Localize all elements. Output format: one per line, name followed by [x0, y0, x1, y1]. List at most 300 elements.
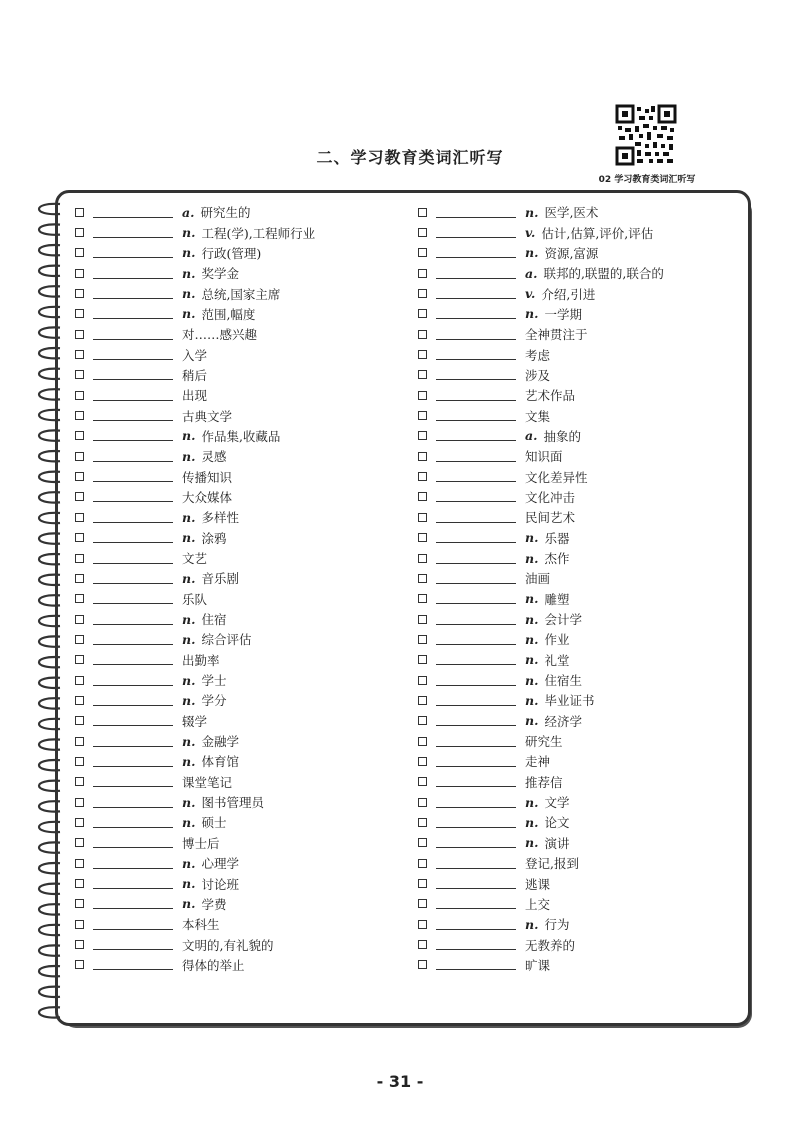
answer-blank[interactable] [436, 695, 516, 706]
definition-text: 走神 [525, 754, 551, 770]
answer-blank[interactable] [93, 227, 173, 238]
answer-blank[interactable] [93, 532, 173, 543]
answer-blank[interactable] [436, 634, 516, 645]
definition-text: 对……感兴趣 [182, 327, 258, 343]
answer-blank[interactable] [436, 878, 516, 889]
answer-blank[interactable] [93, 959, 173, 970]
list-item [418, 670, 748, 690]
list-item [418, 507, 748, 527]
checkbox-icon[interactable] [418, 370, 427, 379]
answer-blank[interactable] [93, 675, 173, 686]
part-of-speech: n. [525, 591, 539, 607]
checkbox-icon[interactable] [418, 676, 427, 685]
list-item [418, 304, 748, 324]
list-item [75, 894, 405, 914]
list-item [75, 385, 405, 405]
definition-text: 文化差异性 [525, 469, 588, 485]
list-item [418, 568, 748, 588]
answer-blank[interactable] [93, 756, 173, 767]
definition-text: 考虑 [525, 347, 551, 363]
part-of-speech: n. [525, 814, 539, 830]
checkbox-icon[interactable] [418, 248, 427, 257]
list-item [75, 772, 405, 792]
list-item [75, 711, 405, 731]
definition-text: 奖学金 [201, 266, 239, 282]
answer-blank[interactable] [436, 959, 516, 970]
checkbox-icon[interactable] [75, 411, 84, 420]
checkbox-icon[interactable] [75, 676, 84, 685]
list-item [75, 934, 405, 954]
spiral-ring [39, 842, 60, 852]
checkbox-icon[interactable] [418, 859, 427, 868]
spiral-ring [39, 533, 60, 543]
checkbox-icon[interactable] [75, 777, 84, 786]
answer-blank[interactable] [93, 430, 173, 441]
answer-blank[interactable] [436, 227, 516, 238]
answer-blank[interactable] [436, 939, 516, 950]
checkbox-icon[interactable] [75, 554, 84, 563]
answer-blank[interactable] [93, 207, 173, 218]
definition-text: 杰作 [544, 551, 570, 567]
part-of-speech: n. [182, 814, 196, 830]
answer-blank[interactable] [436, 207, 516, 218]
part-of-speech: n. [182, 225, 196, 241]
spiral-ring [39, 224, 60, 234]
list-item [75, 365, 405, 385]
answer-blank[interactable] [93, 369, 173, 380]
part-of-speech: v. [525, 286, 536, 302]
answer-blank[interactable] [93, 654, 173, 665]
answer-blank[interactable] [93, 329, 173, 340]
list-item [75, 263, 405, 283]
part-of-speech: n. [525, 530, 539, 546]
checkbox-icon[interactable] [418, 513, 427, 522]
list-item [75, 548, 405, 568]
list-item [75, 304, 405, 324]
answer-blank[interactable] [93, 695, 173, 706]
answer-blank[interactable] [93, 898, 173, 909]
answer-blank[interactable] [436, 369, 516, 380]
answer-blank[interactable] [93, 247, 173, 258]
checkbox-icon[interactable] [75, 472, 84, 481]
part-of-speech: n. [182, 855, 196, 871]
checkbox-icon[interactable] [75, 228, 84, 237]
answer-blank[interactable] [93, 471, 173, 482]
answer-blank[interactable] [436, 736, 516, 747]
answer-blank[interactable] [436, 756, 516, 767]
answer-blank[interactable] [436, 268, 516, 279]
part-of-speech: n. [182, 428, 196, 444]
checkbox-icon[interactable] [75, 960, 84, 969]
spiral-ring [39, 698, 60, 708]
answer-blank[interactable] [93, 858, 173, 869]
answer-blank[interactable] [93, 451, 173, 462]
list-item [75, 487, 405, 507]
qr-code [615, 104, 677, 166]
answer-blank[interactable] [93, 390, 173, 401]
definition-text: 文化冲击 [525, 489, 576, 505]
list-item [75, 466, 405, 486]
checkbox-icon[interactable] [418, 899, 427, 908]
answer-blank[interactable] [93, 491, 173, 502]
checkbox-icon[interactable] [418, 391, 427, 400]
definition-text: 登记,报到 [525, 856, 579, 872]
spiral-ring [39, 925, 60, 935]
answer-blank[interactable] [436, 512, 516, 523]
checkbox-icon[interactable] [75, 574, 84, 583]
definition-text: 本科生 [182, 917, 220, 933]
definition-text: 推荐信 [525, 774, 563, 790]
definition-text: 作品集,收藏品 [201, 428, 281, 444]
spiral-ring [39, 369, 60, 379]
part-of-speech: n. [182, 794, 196, 810]
answer-blank[interactable] [436, 919, 516, 930]
definition-text: 文集 [525, 408, 551, 424]
list-item [75, 792, 405, 812]
part-of-speech: n. [525, 794, 539, 810]
checkbox-icon[interactable] [418, 228, 427, 237]
checkbox-icon[interactable] [75, 513, 84, 522]
checkbox-icon[interactable] [75, 920, 84, 929]
checkbox-icon[interactable] [418, 615, 427, 624]
checkbox-icon[interactable] [75, 879, 84, 888]
definition-text: 论文 [544, 815, 570, 831]
list-item [75, 853, 405, 873]
answer-blank[interactable] [436, 390, 516, 401]
checkbox-icon[interactable] [75, 330, 84, 339]
list-item [418, 263, 748, 283]
answer-blank[interactable] [93, 614, 173, 625]
spiral-ring [39, 884, 60, 894]
definition-text: 范围,幅度 [201, 306, 256, 322]
spiral-ring [39, 492, 60, 502]
answer-blank[interactable] [93, 634, 173, 645]
list-item [418, 894, 748, 914]
list-item [75, 283, 405, 303]
checkbox-icon[interactable] [75, 431, 84, 440]
part-of-speech: a. [525, 428, 538, 444]
part-of-speech: v. [525, 225, 536, 241]
checkbox-icon[interactable] [418, 533, 427, 542]
spiral-ring [39, 286, 60, 296]
part-of-speech: n. [525, 550, 539, 566]
definition-text: 逃课 [525, 876, 551, 892]
definition-text: 民间艺术 [525, 510, 576, 526]
part-of-speech: n. [182, 306, 196, 322]
answer-blank[interactable] [436, 532, 516, 543]
right-word-column [418, 202, 748, 975]
list-item [418, 609, 748, 629]
answer-blank[interactable] [93, 919, 173, 930]
page-number: - 31 - [376, 1072, 424, 1091]
definition-text: 总统,国家主席 [201, 286, 281, 302]
checkbox-icon[interactable] [75, 635, 84, 644]
checkbox-icon[interactable] [75, 818, 84, 827]
answer-blank[interactable] [93, 715, 173, 726]
answer-blank[interactable] [93, 512, 173, 523]
answer-blank[interactable] [436, 471, 516, 482]
list-item [418, 283, 748, 303]
part-of-speech: n. [182, 509, 196, 525]
definition-text: 传播知识 [182, 469, 233, 485]
answer-blank[interactable] [93, 308, 173, 319]
list-item [75, 243, 405, 263]
checkbox-icon[interactable] [75, 594, 84, 603]
checkbox-icon[interactable] [75, 899, 84, 908]
spiral-ring [39, 348, 60, 358]
spiral-ring [39, 739, 60, 749]
checkbox-icon[interactable] [418, 798, 427, 807]
checkbox-icon[interactable] [418, 289, 427, 298]
list-item [75, 873, 405, 893]
part-of-speech: n. [525, 672, 539, 688]
list-item [418, 222, 748, 242]
list-item [75, 568, 405, 588]
definition-text: 介绍,引进 [541, 286, 596, 302]
definition-text: 礼堂 [544, 652, 570, 668]
answer-blank[interactable] [436, 675, 516, 686]
answer-blank[interactable] [436, 430, 516, 441]
answer-blank[interactable] [93, 288, 173, 299]
definition-text: 工程(学),工程师行业 [201, 225, 316, 241]
answer-blank[interactable] [436, 776, 516, 787]
list-item [418, 873, 748, 893]
definition-text: 旷课 [525, 957, 551, 973]
answer-blank[interactable] [93, 736, 173, 747]
answer-blank[interactable] [93, 797, 173, 808]
definition-text: 金融学 [201, 734, 239, 750]
part-of-speech: n. [525, 835, 539, 851]
checkbox-icon[interactable] [418, 920, 427, 929]
definition-text: 涉及 [525, 367, 551, 383]
part-of-speech: a. [525, 265, 538, 281]
part-of-speech: n. [525, 692, 539, 708]
answer-blank[interactable] [436, 614, 516, 625]
checkbox-icon[interactable] [75, 269, 84, 278]
definition-text: 毕业证书 [544, 693, 595, 709]
checkbox-icon[interactable] [75, 757, 84, 766]
checkbox-icon[interactable] [418, 716, 427, 725]
answer-blank[interactable] [436, 573, 516, 584]
checkbox-icon[interactable] [418, 309, 427, 318]
checkbox-icon[interactable] [418, 411, 427, 420]
list-item [418, 365, 748, 385]
definition-text: 联邦的,联盟的,联合的 [543, 266, 664, 282]
answer-blank[interactable] [93, 878, 173, 889]
definition-text: 医学,医术 [544, 205, 599, 221]
checkbox-icon[interactable] [418, 655, 427, 664]
definition-text: 乐器 [544, 530, 570, 546]
checkbox-icon[interactable] [75, 859, 84, 868]
answer-blank[interactable] [93, 410, 173, 421]
checkbox-icon[interactable] [75, 370, 84, 379]
list-item [75, 731, 405, 751]
part-of-speech: n. [182, 286, 196, 302]
list-item [75, 324, 405, 344]
checkbox-icon[interactable] [418, 554, 427, 563]
checkbox-icon[interactable] [75, 940, 84, 949]
answer-blank[interactable] [436, 349, 516, 360]
checkbox-icon[interactable] [418, 940, 427, 949]
answer-blank[interactable] [436, 715, 516, 726]
answer-blank[interactable] [436, 858, 516, 869]
checkbox-icon[interactable] [75, 492, 84, 501]
checkbox-icon[interactable] [75, 696, 84, 705]
definition-text: 无教养的 [525, 937, 576, 953]
part-of-speech: n. [182, 448, 196, 464]
checkbox-icon[interactable] [418, 431, 427, 440]
answer-blank[interactable] [436, 797, 516, 808]
checkbox-icon[interactable] [75, 838, 84, 847]
checkbox-icon[interactable] [418, 492, 427, 501]
checkbox-icon[interactable] [75, 391, 84, 400]
spiral-ring [39, 307, 60, 317]
part-of-speech: n. [182, 876, 196, 892]
definition-text: 学分 [201, 693, 227, 709]
checkbox-icon[interactable] [418, 696, 427, 705]
definition-text: 稍后 [182, 367, 208, 383]
definition-text: 图书管理员 [201, 795, 264, 811]
part-of-speech: n. [525, 652, 539, 668]
answer-blank[interactable] [93, 349, 173, 360]
spiral-ring [39, 863, 60, 873]
checkbox-icon[interactable] [418, 879, 427, 888]
checkbox-icon[interactable] [418, 594, 427, 603]
answer-blank[interactable] [436, 817, 516, 828]
list-item [418, 629, 748, 649]
definition-text: 住宿生 [544, 673, 582, 689]
list-item [418, 385, 748, 405]
checkbox-icon[interactable] [75, 248, 84, 257]
list-item [418, 792, 748, 812]
checkbox-icon[interactable] [418, 208, 427, 217]
list-item [418, 650, 748, 670]
answer-blank[interactable] [93, 939, 173, 950]
checkbox-icon[interactable] [75, 208, 84, 217]
list-item [418, 466, 748, 486]
answer-blank[interactable] [93, 268, 173, 279]
checkbox-icon[interactable] [418, 635, 427, 644]
list-item [75, 222, 405, 242]
list-item [418, 548, 748, 568]
answer-blank[interactable] [436, 247, 516, 258]
part-of-speech: n. [525, 204, 539, 220]
list-item [75, 426, 405, 446]
part-of-speech: a. [182, 204, 195, 220]
checkbox-icon[interactable] [75, 452, 84, 461]
answer-blank[interactable] [436, 553, 516, 564]
definition-text: 估计,估算,评价,评估 [541, 225, 654, 241]
answer-blank[interactable] [93, 573, 173, 584]
list-item [75, 507, 405, 527]
answer-blank[interactable] [93, 837, 173, 848]
answer-blank[interactable] [436, 491, 516, 502]
spiral-ring [39, 987, 60, 997]
list-item [75, 405, 405, 425]
checkbox-icon[interactable] [75, 533, 84, 542]
checkbox-icon[interactable] [418, 838, 427, 847]
checkbox-icon[interactable] [75, 615, 84, 624]
definition-text: 文学 [544, 795, 570, 811]
definition-text: 出现 [182, 388, 208, 404]
checkbox-icon[interactable] [75, 350, 84, 359]
definition-text: 文艺 [182, 551, 208, 567]
spiral-ring [39, 451, 60, 461]
spiral-ring [39, 513, 60, 523]
checkbox-icon[interactable] [418, 452, 427, 461]
checkbox-icon[interactable] [418, 269, 427, 278]
checkbox-icon[interactable] [418, 960, 427, 969]
definition-text: 一学期 [544, 306, 582, 322]
spiral-ring [39, 204, 60, 214]
definition-text: 体育馆 [201, 754, 239, 770]
spiral-ring [39, 575, 60, 585]
checkbox-icon[interactable] [75, 737, 84, 746]
checkbox-icon[interactable] [75, 716, 84, 725]
checkbox-icon[interactable] [418, 350, 427, 359]
spiral-ring [39, 410, 60, 420]
part-of-speech: n. [182, 672, 196, 688]
answer-blank[interactable] [436, 898, 516, 909]
answer-blank[interactable] [93, 593, 173, 604]
spiral-ring [39, 904, 60, 914]
list-item [418, 344, 748, 364]
checkbox-icon[interactable] [75, 289, 84, 298]
checkbox-icon[interactable] [418, 472, 427, 481]
definition-text: 学士 [201, 673, 227, 689]
answer-blank[interactable] [93, 553, 173, 564]
checkbox-icon[interactable] [418, 574, 427, 583]
checkbox-icon[interactable] [418, 757, 427, 766]
list-item [75, 812, 405, 832]
part-of-speech: n. [182, 530, 196, 546]
spiral-ring [39, 430, 60, 440]
answer-blank[interactable] [436, 288, 516, 299]
checkbox-icon[interactable] [418, 777, 427, 786]
part-of-speech: n. [182, 570, 196, 586]
definition-text: 艺术作品 [525, 388, 576, 404]
list-item [418, 202, 748, 222]
checkbox-icon[interactable] [418, 737, 427, 746]
answer-blank[interactable] [436, 308, 516, 319]
definition-text: 资源,富源 [544, 245, 599, 261]
answer-blank[interactable] [436, 654, 516, 665]
checkbox-icon[interactable] [75, 655, 84, 664]
list-item [75, 629, 405, 649]
checkbox-icon[interactable] [75, 309, 84, 318]
answer-blank[interactable] [436, 410, 516, 421]
part-of-speech: n. [182, 611, 196, 627]
definition-text: 上交 [525, 896, 551, 912]
list-item [75, 446, 405, 466]
answer-blank[interactable] [436, 837, 516, 848]
definition-text: 讨论班 [201, 876, 239, 892]
part-of-speech: n. [182, 245, 196, 261]
checkbox-icon[interactable] [418, 818, 427, 827]
qr-caption: 02 学习教育类词汇听写 [598, 175, 696, 185]
answer-blank[interactable] [93, 776, 173, 787]
definition-text: 知识面 [525, 449, 563, 465]
list-item [75, 202, 405, 222]
spiral-ring [39, 801, 60, 811]
answer-blank[interactable] [93, 817, 173, 828]
checkbox-icon[interactable] [418, 330, 427, 339]
list-item [418, 589, 748, 609]
answer-blank[interactable] [436, 329, 516, 340]
answer-blank[interactable] [436, 593, 516, 604]
checkbox-icon[interactable] [75, 798, 84, 807]
answer-blank[interactable] [436, 451, 516, 462]
